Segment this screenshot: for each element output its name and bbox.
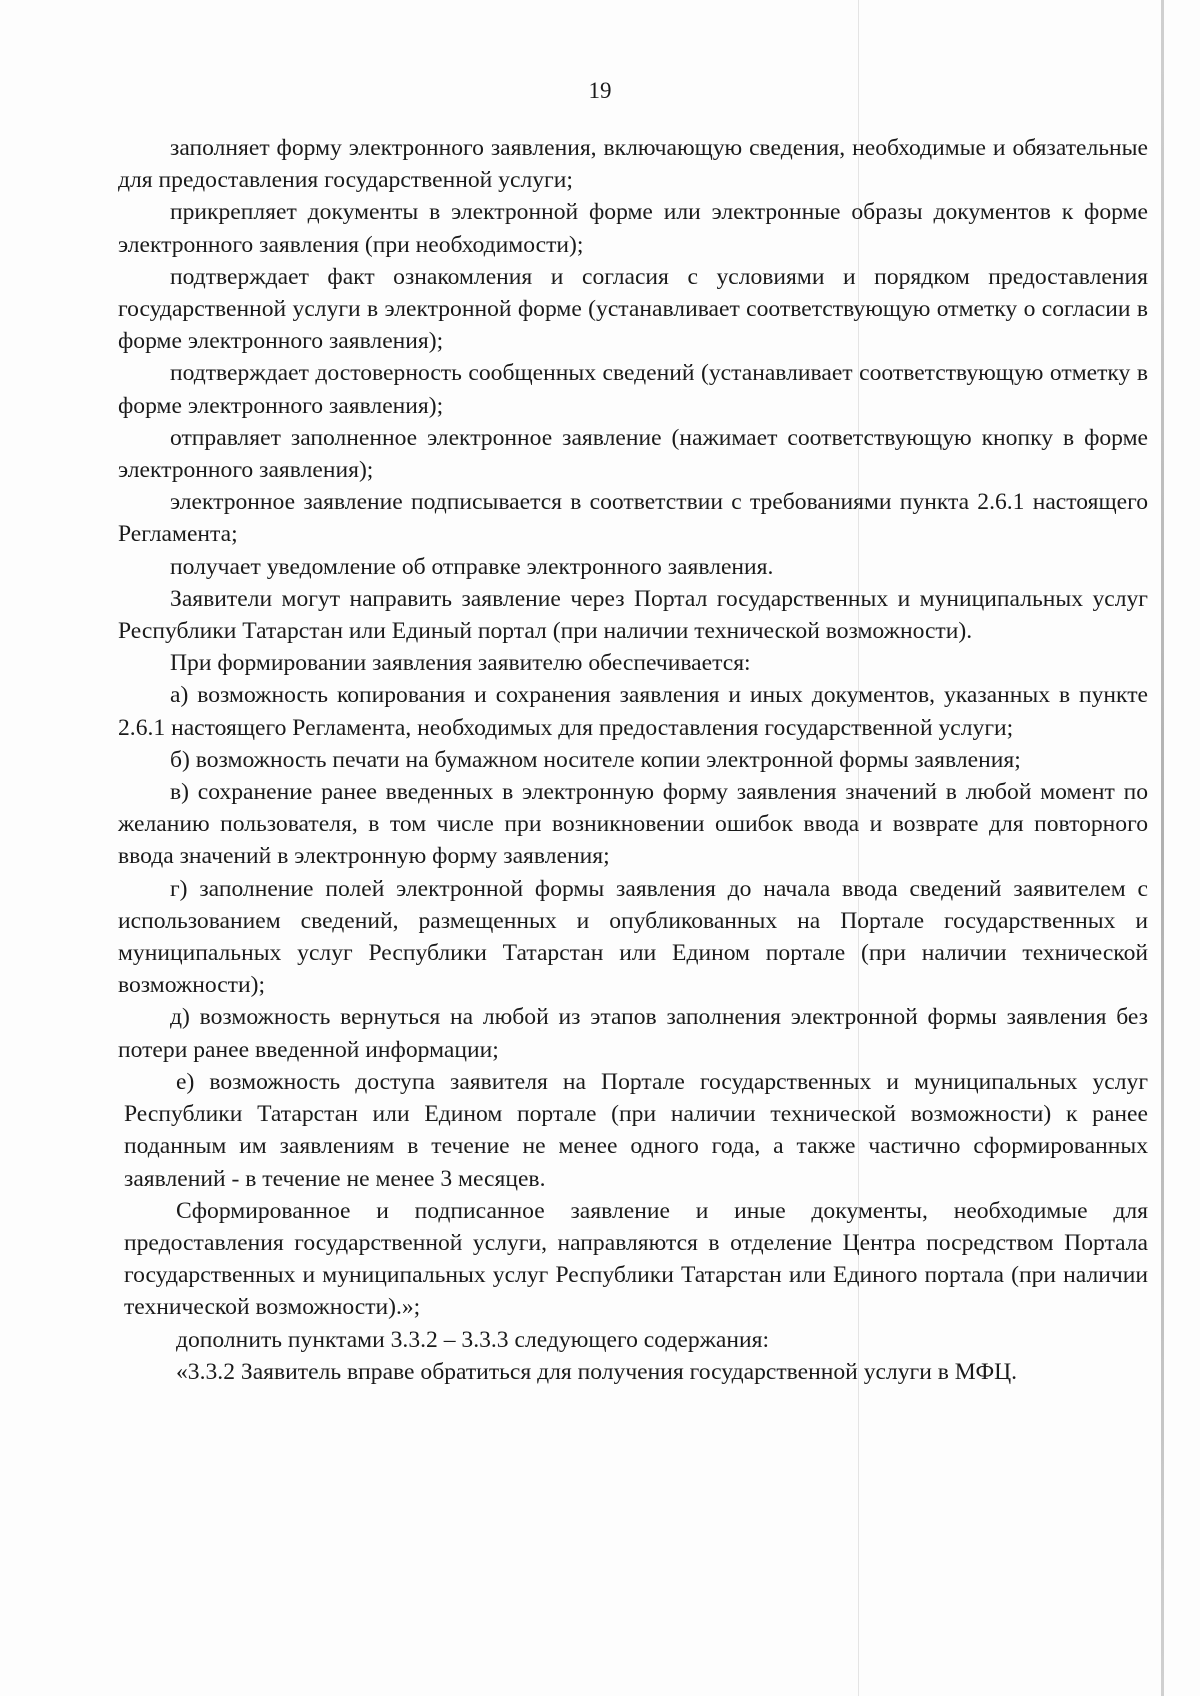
- paragraph: Сформированное и подписанное заявление и иные документы, необходимые для предоставления государственной услуги, направляются в отделение Центра посредством Портала государственных и муниципальных услуг Республики Татарстан или Единого портала (при наличии технической возможности).»;: [124, 1197, 1148, 1321]
- scan-edge-shadow: [1161, 0, 1164, 1696]
- list-item: д) возможность вернуться на любой из этапов заполнения электронной формы заявления без потери ранее введенной информации;: [118, 1004, 1148, 1063]
- list-item: в) сохранение ранее введенных в электронную форму заявления значений в любой момент по желанию пользователя, в том числе при возникновении ошибок ввода и возврате для повторного ввода значений в электронную форму заявления;: [118, 779, 1148, 870]
- paragraph: заполняет форму электронного заявления, включающую сведения, необходимые и обязательные для предоставления государственной услуги;: [118, 135, 1148, 194]
- document-body: [118, 132, 1148, 1388]
- paragraph: При формировании заявления заявителю обеспечивается:: [170, 650, 751, 677]
- list-item: а) возможность копирования и сохранения заявления и иных документов, указанных в пункте 2.6.1 настоящего Регламента, необходимых для предоставления государственной услуги;: [118, 682, 1148, 741]
- paragraph: «3.3.2 Заявитель вправе обратиться для получения государственной услуги в МФЦ.: [176, 1358, 1018, 1385]
- paragraph: прикрепляет документы в электронной форме или электронные образы документов к форме электронного заявления (при необходимости);: [118, 199, 1148, 258]
- paragraph: отправляет заполненное электронное заявление (нажимает соответствующую кнопку в форме электронного заявления);: [118, 424, 1148, 484]
- list-item: г) заполнение полей электронной формы заявления до начала ввода сведений заявителем с использованием сведений, размещенных и опубликованных на Портале государственных и муниципальных услуг Республики Татарстан или Едином портале (при наличии технической возможности);: [118, 875, 1148, 999]
- paragraph: электронное заявление подписывается в соответствии с требованиями пункта 2.6.1 настоящего Регламента;: [118, 489, 1148, 548]
- paragraph: получает уведомление об отправке электронного заявления.: [170, 553, 774, 580]
- paragraph: подтверждает факт ознакомления и согласия с условиями и порядком предоставления государственной услуги в электронной форме (устанавливает соответствующую отметку о согласии в форме электронного заявления);: [118, 263, 1148, 355]
- list-item: е) возможность доступа заявителя на Портале государственных и муниципальных услуг Республики Татарстан или Едином портале (при наличии технической возможности) к ранее поданным им заявлениям в течение не менее одного года, а также частично сформированных заявлений - в течение не менее 3 месяцев.: [124, 1068, 1148, 1192]
- paragraph: Заявители могут направить заявление через Портал государственных и муниципальных услуг Республики Татарстан или Единый портал (при наличии технической возможности).: [118, 585, 1148, 645]
- paragraph: дополнить пунктами 3.3.2 – 3.3.3 следующего содержания:: [176, 1326, 770, 1353]
- list-item: б) возможность печати на бумажном носителе копии электронной формы заявления;: [170, 746, 1021, 773]
- paragraph: подтверждает достоверность сообщенных сведений (устанавливает соответствующую отметку в форме электронного заявления);: [118, 360, 1148, 419]
- page-number: 19: [588, 78, 612, 103]
